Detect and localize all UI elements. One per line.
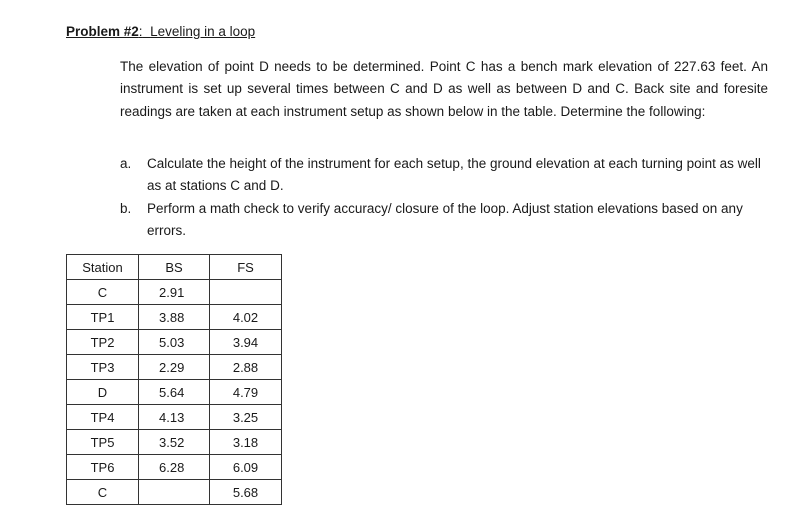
station-cell: TP6 [67,455,139,480]
bs-cell: 2.91 [139,280,210,305]
task-marker: a. [120,156,132,171]
table-row [67,280,282,305]
bs-cell: 3.52 [139,430,210,455]
fs-cell: 6.09 [210,455,282,480]
fs-cell: 4.02 [210,305,282,330]
table-header-row [67,255,282,280]
station-cell: TP2 [67,330,139,355]
table-row [67,330,282,355]
task-text: Calculate the height of the instrument for each setup, the ground elevation at each turning point as well as at stations C and D. [147,156,761,194]
bs-cell [139,480,210,505]
bs-cell: 5.64 [139,380,210,405]
bs-cell: 2.29 [139,355,210,380]
bs-cell: 4.13 [139,405,210,430]
table-row [67,380,282,405]
table-row [67,455,282,480]
bs-cell: 3.88 [139,305,210,330]
task-item-a [120,153,770,198]
problem-title: Leveling in a loop [150,24,256,39]
problem-heading [66,24,255,39]
fs-cell: 3.25 [210,405,282,430]
fs-cell: 3.18 [210,430,282,455]
task-item-b [120,198,770,243]
station-cell: TP5 [67,430,139,455]
fs-cell [210,280,282,305]
bs-cell: 6.28 [139,455,210,480]
table-row [67,405,282,430]
table-row [67,355,282,380]
problem-number: Problem #2 [66,24,139,39]
table-row [67,430,282,455]
bs-cell: 5.03 [139,330,210,355]
fs-cell: 4.79 [210,380,282,405]
problem-separator: : [138,24,143,39]
station-cell: TP3 [67,355,139,380]
fs-cell: 3.94 [210,330,282,355]
task-marker: b. [120,201,132,216]
station-cell: C [67,280,139,305]
header-station: Station [67,255,139,280]
header-fs: FS [210,255,282,280]
fs-cell: 2.88 [210,355,282,380]
table-row [67,305,282,330]
station-cell: C [67,480,139,505]
header-bs: BS [139,255,210,280]
station-cell: TP4 [67,405,139,430]
leveling-table [66,254,282,505]
task-text: Perform a math check to verify accuracy/ closure of the loop. Adjust station elevations based on any errors. [147,201,743,239]
station-cell: TP1 [67,305,139,330]
station-cell: D [67,380,139,405]
table-row [67,480,282,505]
fs-cell: 5.68 [210,480,282,505]
problem-description: The elevation of point D needs to be determined. Point C has a bench mark elevation of 227.63 feet. An instrument is set up several times between C and D as well as between D and C. Back site and foresite readings are taken at each instrument setup as shown below in the table. Determine the following: [120,59,768,119]
